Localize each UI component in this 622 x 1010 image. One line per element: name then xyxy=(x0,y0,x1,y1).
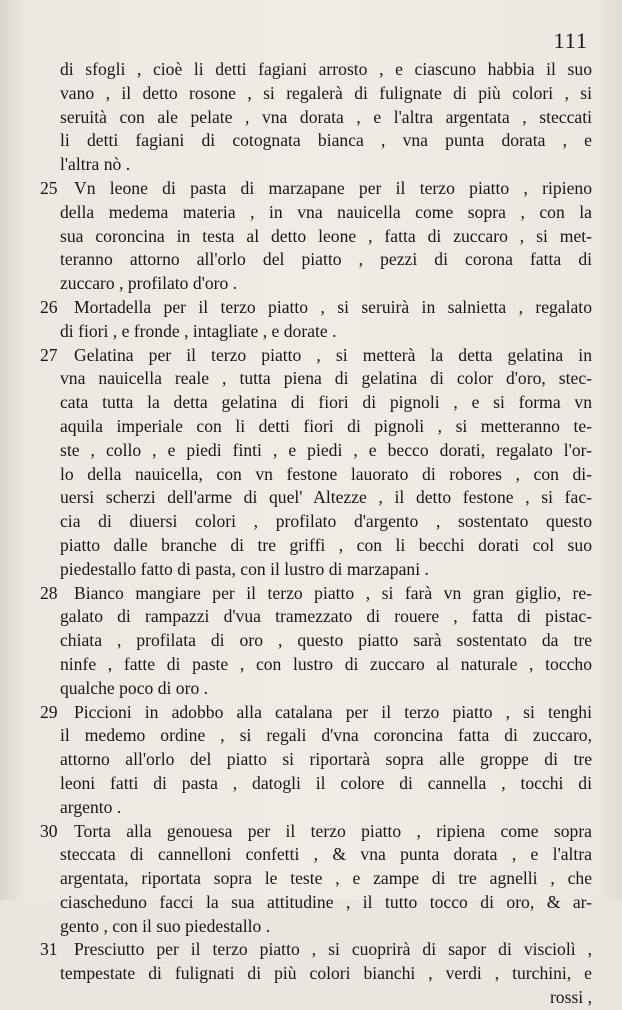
entry-number: 29 xyxy=(40,701,58,722)
text-line: steccata di cannelloni confetti , & vna punta dorata , e l'altra xyxy=(60,844,592,865)
text-line: vano , il detto rosone , si regalerà di fulignate di più colori , si xyxy=(60,82,592,103)
text-line: ste , collo , e piedi finti , e piedi , e becco dorati, regalato l'or- xyxy=(60,439,592,460)
text-line: piatto dalle branche di tre griffi , con li becchi dorati col suo xyxy=(60,534,592,555)
entry-29-first-line xyxy=(40,701,592,725)
entry-25-first-line xyxy=(40,177,592,201)
text-line: li detti fagiani di cotognata bianca , vna punta dorata , e xyxy=(60,130,592,151)
text-line: Mortadella per il terzo piatto , si seruirà in salnietta , regalato xyxy=(74,296,592,317)
page-number: 111 xyxy=(553,28,588,53)
text-line: galato di rampazzi d'vua tramezzato di rouere , fatta di pistac- xyxy=(60,606,592,627)
text-line: cata tutta la detta gelatina di fiori di pignoli , e si forma vn xyxy=(60,392,592,413)
text-line: rossi , xyxy=(549,987,592,1008)
text-line: Gelatina per il terzo piatto , si metterà la detta gelatina in xyxy=(74,344,592,365)
text-line: zuccaro , profilato d'oro . xyxy=(60,273,238,294)
text-line: Bianco mangiare per il terzo piatto , si farà vn gran giglio, re- xyxy=(74,582,592,603)
text-line: teranno attorno all'orlo del piatto , pezzi di corona fatta di xyxy=(60,249,592,270)
entry-number: 25 xyxy=(40,177,58,198)
entry-30-first-line xyxy=(40,820,592,844)
text-line: tempestate di fulignati di più colori bianchi , verdi , turchini, e xyxy=(60,963,592,984)
text-line: gento , con il suo piedestallo . xyxy=(60,915,271,936)
text-line: Presciutto per il terzo piatto , si cuoprirà di sapor di visciolì , xyxy=(74,939,592,960)
entry-number: 27 xyxy=(40,344,58,365)
text-line: sua coroncina in testa al detto leone , fatta di zuccaro , si met- xyxy=(60,225,592,246)
text-line: vna nauicella reale , tutta piena di gelatina di color d'oro, stec- xyxy=(60,368,592,389)
entry-number: 26 xyxy=(40,296,58,317)
entry-number: 31 xyxy=(40,939,58,960)
text-line: di sfogli , cioè li detti fagiani arrosto , e ciascuno habbia il suo xyxy=(60,59,592,79)
text-line: di fiori , e fronde , intagliate , e dorate . xyxy=(60,320,337,341)
text-line: attorno all'orlo del piatto si riportarà sopra alle groppe di tre xyxy=(60,749,592,770)
text-line: seruità con ale pelate , vna dorata , e l'altra argentata , steccati xyxy=(60,106,592,127)
entry-28-first-line xyxy=(40,582,592,606)
text-line: cia di diuersi colori , profilato d'argento , sostentato questo xyxy=(60,511,592,532)
text-line: Torta alla genouesa per il terzo piatto , ripiena come sopra xyxy=(74,820,592,841)
text-line: ninfe , fatte di paste , con lustro di zuccaro al naturale , toccho xyxy=(60,653,592,674)
text-line: chiata , profilata di oro , questo piatto sarà sostentato da tre xyxy=(60,630,592,651)
text-line: piedestallo fatto di pasta, con il lustro di marzapani . xyxy=(60,558,429,579)
text-line: Vn leone di pasta di marzapane per il terzo piatto , ripieno xyxy=(74,177,592,198)
text-line: l'altra nò . xyxy=(60,154,131,175)
entry-26-first-line xyxy=(40,296,592,320)
text-line: argentata, riportata sopra le teste , e zampe di tre agnelli , che xyxy=(60,868,592,889)
entry-31-first-line xyxy=(40,938,592,962)
text-line: il medemo ordine , si regali d'vna coroncina fatta di zuccaro, xyxy=(60,725,592,746)
text-line: Piccioni in adobbo alla catalana per il terzo piatto , si tenghi xyxy=(74,701,592,722)
text-line: ciascheduno facci la sua attitudine , il tutto tocco di oro, & ar- xyxy=(60,891,592,912)
text-line: lo della nauicella, con vn festone lauorato di robores , con di- xyxy=(60,463,592,484)
entry-number: 30 xyxy=(40,820,58,841)
page-text xyxy=(40,58,592,1010)
entry-number: 28 xyxy=(40,582,58,603)
text-line: della medema materia , in vna nauicella come sopra , con la xyxy=(60,201,592,222)
text-line: leoni fatti di pasta , datogli il colore di cannella , tocchi di xyxy=(60,772,592,793)
entry-27-first-line xyxy=(40,344,592,368)
text-line: qualche poco di oro . xyxy=(60,677,209,698)
text-line: argento . xyxy=(60,796,122,817)
text-line: aquila imperiale con li detti fiori di pignoli , si metteranno te- xyxy=(60,415,592,436)
text-line: uersi scherzi dell'arme di quel' Altezze , il detto festone , si fac- xyxy=(60,487,592,508)
